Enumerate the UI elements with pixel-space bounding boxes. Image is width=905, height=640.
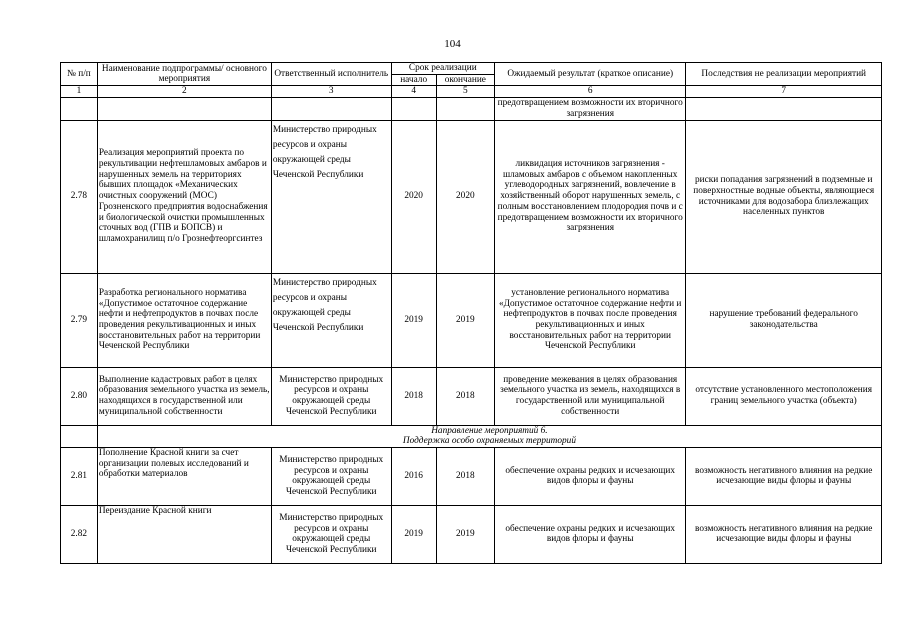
continuation-cell: [271, 98, 391, 120]
row-name: Переиздание Красной книги: [97, 505, 271, 563]
row-responsible: Министерство природных ресурсов и охраны окружающей среды Чеченской Республики: [271, 120, 391, 273]
row-responsible: Министерство природных ресурсов и охраны окружающей среды Чеченской Республики: [271, 273, 391, 367]
row-start: 2018: [391, 367, 436, 425]
row-result: обеспечение охраны редких и исчезающих видов флоры и фауны: [495, 447, 686, 505]
header-responsible: Ответственный исполнитель: [271, 63, 391, 86]
row-consequences: нарушение требований федерального законодательства: [686, 273, 882, 367]
section-row: [61, 425, 882, 447]
row-name: Реализация мероприятий проекта по рекультивации нефтешламовых амбаров и нарушенных земель на территориях бывших площадок «Механических очистных сооружений (МОС) Грозненского предприятия водоснабжения и биологической очистки промышленных сточных вод (ГПВ и БОПСВ) и шламохранилищ п/о Грознефтеоргсинтез: [97, 120, 271, 273]
row-num: 2.82: [61, 505, 98, 563]
table-row: [61, 447, 882, 505]
row-end: 2018: [436, 447, 494, 505]
row-consequences: возможность негативного влияния на редкие исчезающие виды флоры и фауны: [686, 447, 882, 505]
header-term: Срок реализации: [391, 63, 494, 75]
col-number: 5: [436, 86, 494, 98]
section-empty-cell: [61, 425, 98, 447]
col-number: 3: [271, 86, 391, 98]
header-result: Ожидаемый результат (краткое описание): [495, 63, 686, 86]
row-name: Пополнение Красной книги за счет организации полевых исследований и обработки материалов: [97, 447, 271, 505]
header-consequences: Последствия не реализации мероприятий: [686, 63, 882, 86]
continuation-row: [61, 98, 882, 120]
page-number: 104: [444, 38, 461, 50]
col-number: 4: [391, 86, 436, 98]
row-start: 2016: [391, 447, 436, 505]
section-heading: [97, 425, 881, 447]
continuation-cell: [436, 98, 494, 120]
row-result: проведение межевания в целях образования земельного участка из земель, находящихся в государственной или муниципальной собственности: [495, 367, 686, 425]
row-consequences: возможность негативного влияния на редкие исчезающие виды флоры и фауны: [686, 505, 882, 563]
header-start: начало: [391, 74, 436, 86]
row-end: 2019: [436, 505, 494, 563]
col-number: 1: [61, 86, 98, 98]
col-number: 2: [97, 86, 271, 98]
col-number: 7: [686, 86, 882, 98]
continuation-cell: [61, 98, 98, 120]
continuation-cell: [391, 98, 436, 120]
row-end: 2018: [436, 367, 494, 425]
row-start: 2020: [391, 120, 436, 273]
row-name: Выполнение кадастровых работ в целях образования земельного участка из земель, находящихся в государственной или муниципальной собственности: [97, 367, 271, 425]
row-num: 2.81: [61, 447, 98, 505]
table-row: [61, 367, 882, 425]
col-number: 6: [495, 86, 686, 98]
row-num: 2.80: [61, 367, 98, 425]
column-number-row: [61, 86, 882, 98]
header-end: окончание: [436, 74, 494, 86]
row-result: ликвидация источников загрязнения - шламовых амбаров с объемом накопленных углеводородных загрязнений, вовлечение в хозяйственный оборот нарушенных земель, с полным восстановлением плодородия почв и с предотвращением возможности их вторичного загрязнения: [495, 120, 686, 273]
section-line-1: Направление мероприятий 6.: [431, 425, 548, 436]
row-name: Разработка регионального норматива «Допустимое остаточное содержание нефти и нефтепродуктов в почвах после проведения рекультивационных и иных восстановительных работ на территории Чеченской Республики: [97, 273, 271, 367]
row-consequences: риски попадания загрязнений в подземные и поверхностные водные объекты, являющиеся источниками для водозабора близлежащих населенных пунктов: [686, 120, 882, 273]
row-result: обеспечение охраны редких и исчезающих видов флоры и фауны: [495, 505, 686, 563]
row-start: 2019: [391, 505, 436, 563]
continuation-cell: [97, 98, 271, 120]
section-line-2: Поддержка особо охраняемых территорий: [402, 436, 576, 447]
row-end: 2020: [436, 120, 494, 273]
program-table: [60, 62, 882, 564]
row-num: 2.78: [61, 120, 98, 273]
row-consequences: отсутствие установленного местоположения границ земельного участка (объекта): [686, 367, 882, 425]
row-end: 2019: [436, 273, 494, 367]
header-row: [61, 63, 882, 75]
table-row: [61, 120, 882, 273]
row-responsible: Министерство природных ресурсов и охраны окружающей среды Чеченской Республики: [271, 505, 391, 563]
row-num: 2.79: [61, 273, 98, 367]
table-row: [61, 273, 882, 367]
row-start: 2019: [391, 273, 436, 367]
row-result: установление регионального норматива «Допустимое остаточное содержание нефти и нефтепродуктов в почвах после проведения рекультивационных и иных восстановительных работ на территории Чеченской Республики: [495, 273, 686, 367]
header-num: № п/п: [61, 63, 98, 86]
header-name: Наименование подпрограммы/ основного мероприятия: [97, 63, 271, 86]
table-row: [61, 505, 882, 563]
continuation-cell: [686, 98, 882, 120]
continuation-result: предотвращением возможности их вторичного загрязнения: [495, 98, 686, 120]
row-responsible: Министерство природных ресурсов и охраны окружающей среды Чеченской Республики: [271, 367, 391, 425]
row-responsible: Министерство природных ресурсов и охраны окружающей среды Чеченской Республики: [271, 447, 391, 505]
